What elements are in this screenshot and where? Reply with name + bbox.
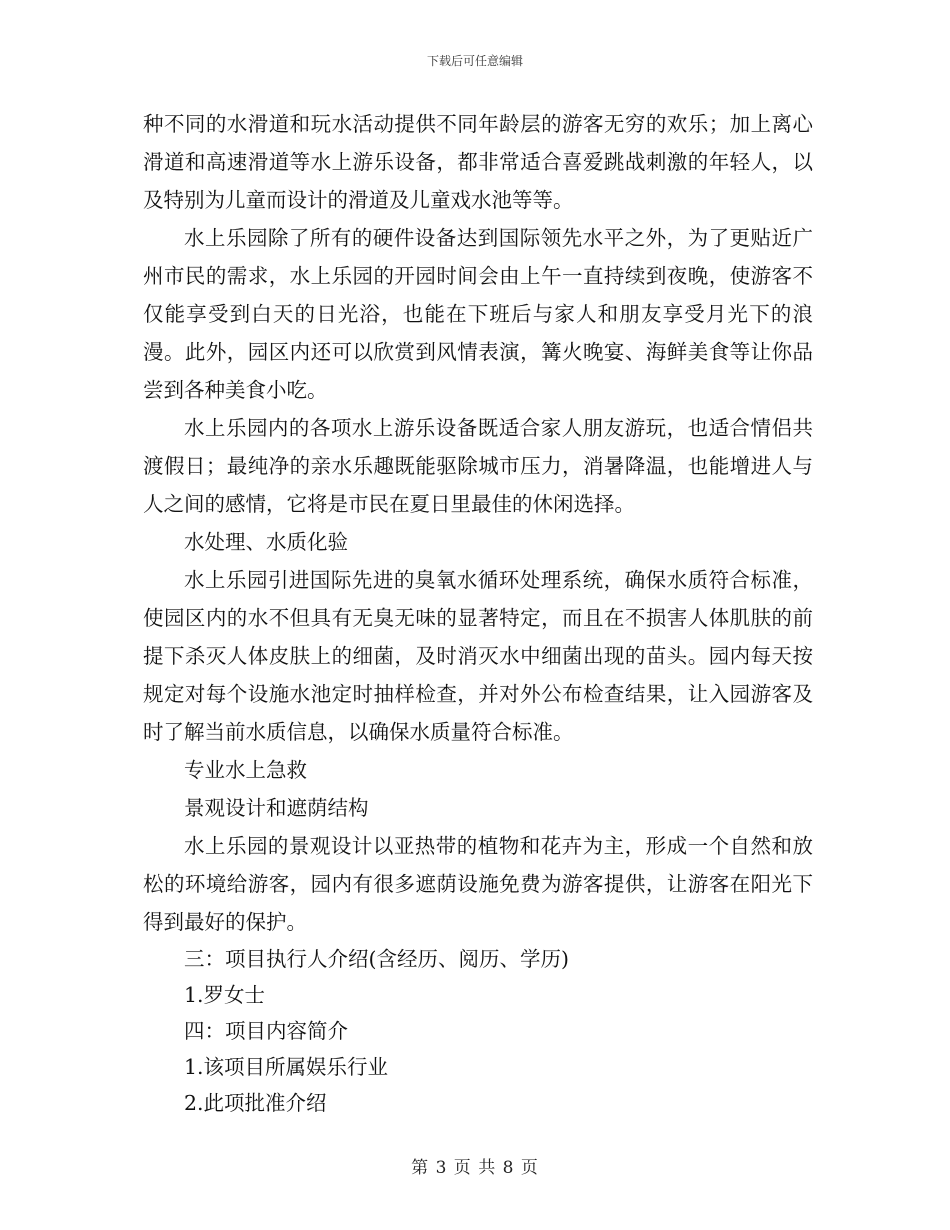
list-item: 2.此项批准介绍 [184, 1091, 327, 1115]
page-header: 下载后可任意编辑 [426, 54, 523, 68]
section-heading: 专业水上急救 [184, 758, 307, 782]
paragraph: 水上乐园内的各项水上游乐设备既适合家人朋友游玩，也适合情侣共渡假日；最纯净的亲水乐趣既能驱除城市压力，消暑降温，也能增进人与人之间的感情，它将是市民在夏日里最佳的休闲选择。 [143, 416, 813, 516]
section-heading: 景观设计和遮荫结构 [184, 796, 369, 820]
section-heading: 水处理、水质化验 [184, 530, 348, 554]
paragraph: 水上乐园引进国际先进的臭氧水循环处理系统，确保水质符合标准，使园区内的水不但具有无臭无味的显著特定，而且在不损害人体肌肤的前提下杀灭人体皮肤上的细菌，及时消灭水中细菌出现的苗头。园内每天按规定对每个设施水池定时抽样检查，并对外公布检查结果，让入园游客及时了解当前水质信息，以确保水质量符合标准。 [143, 568, 813, 744]
paragraph: 种不同的水滑道和玩水活动提供不同年龄层的游客无穷的欢乐；加上离心滑道和高速滑道等水上游乐设备，都非常适合喜爱跳战刺激的年轻人，以及特别为儿童而设计的滑道及儿童戏水池等等。 [143, 112, 813, 212]
section-heading: 三：项目执行人介绍(含经历、阅历、学历) [184, 947, 569, 971]
section-heading: 四：项目内容简介 [184, 1019, 348, 1043]
page-number: 第 3 页 共 8 页 [411, 1158, 539, 1178]
list-item: 1.罗女士 [184, 983, 266, 1007]
document-body [143, 105, 813, 1121]
paragraph: 水上乐园的景观设计以亚热带的植物和花卉为主，形成一个自然和放松的环境给游客，园内有很多遮荫设施免费为游客提供，让游客在阳光下得到最好的保护。 [143, 834, 813, 934]
paragraph: 水上乐园除了所有的硬件设备达到国际领先水平之外，为了更贴近广州市民的需求，水上乐园的开园时间会由上午一直持续到夜晚，使游客不仅能享受到白天的日光浴，也能在下班后与家人和朋友享受月光下的浪漫。此外，园区内还可以欣赏到风情表演，篝火晚宴、海鲜美食等让你品尝到各种美食小吃。 [143, 226, 813, 402]
list-item: 1.该项目所属娱乐行业 [184, 1055, 389, 1079]
